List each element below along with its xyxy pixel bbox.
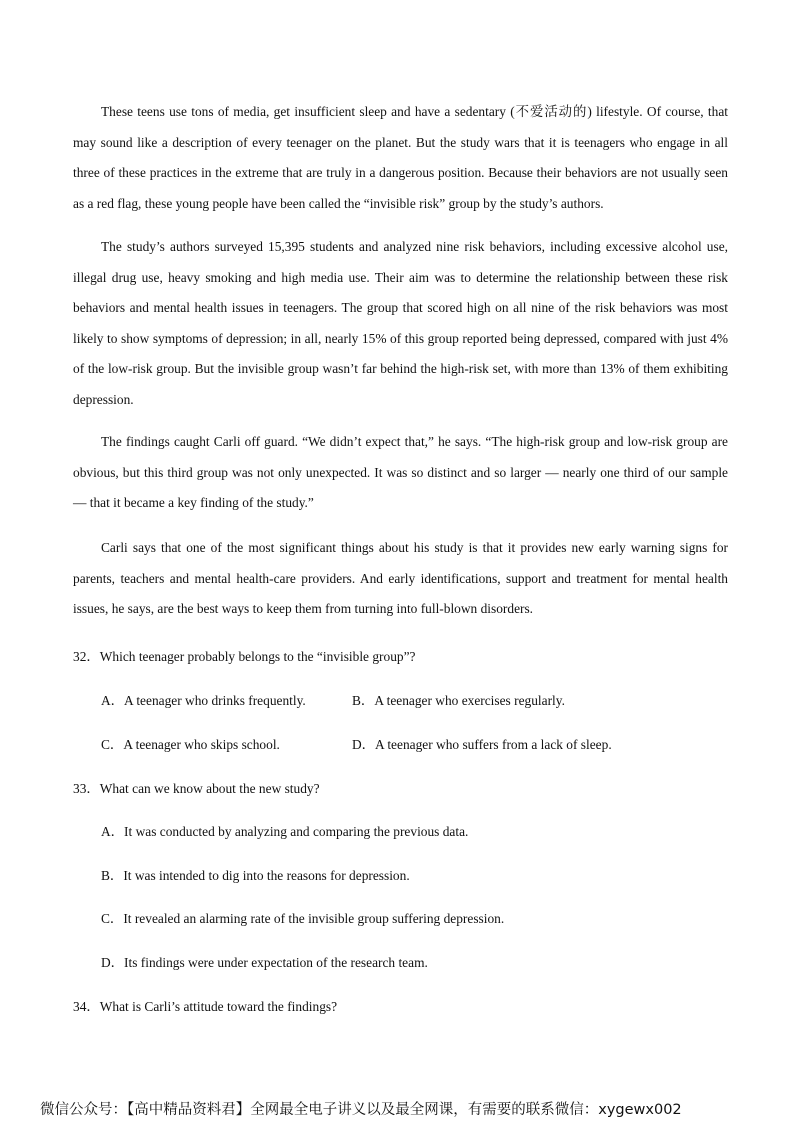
question-33-stem: 33．What can we know about the new study? — [73, 781, 320, 796]
question-34-stem: 34．What is Carli’s attitude toward the findings? — [73, 999, 338, 1014]
passage-paragraph-3: The findings caught Carli off guard. “We didn’t expect that,” he says. “The high-risk group and low-risk group are obvious, but this third group was not only unexpected. It was so distinct and so larger — nearly one third of our sample — that it became a key finding of the study.” — [73, 434, 728, 510]
passage-paragraph-1: These teens use tons of media, get insufficient sleep and have a sedentary (不爱活动的) lifestyle. Of course, that may sound like a description of every teenager on the planet. But the study wars that it is teenagers who engage in all three of these practices in the extreme that are truly in a dangerous position. Because their behaviors are not usually seen as a red flag, these young people have been called the “invisible risk” group by the study’s authors. — [73, 104, 728, 211]
question-32-option-d: D．A teenager who suffers from a lack of sleep. — [352, 737, 612, 752]
question-32-stem: 32．Which teenager probably belongs to the “invisible group”? — [73, 649, 416, 664]
question-32-option-c: C．A teenager who skips school. — [101, 737, 280, 752]
passage-paragraph-2: The study’s authors surveyed 15,395 students and analyzed nine risk behaviors, including excessive alcohol use, illegal drug use, heavy smoking and high media use. Their aim was to determine the relationship between these risk behaviors and mental health issues in teenagers. The group that scored high on all nine of the risk behaviors was most likely to show symptoms of depression; in all, nearly 15% of this group reported being depressed, compared with just 4% of the low-risk group. But the invisible group wasn’t far behind the high-risk set, with more than 13% of them exhibiting depression. — [73, 239, 728, 407]
question-33-option-d: D．Its findings were under expectation of the research team. — [101, 955, 428, 970]
question-33-option-b: B．It was intended to dig into the reasons for depression. — [101, 868, 410, 883]
question-33-option-a: A．It was conducted by analyzing and comparing the previous data. — [101, 824, 469, 839]
question-32-option-b: B．A teenager who exercises regularly. — [352, 693, 565, 708]
question-32-option-a: A．A teenager who drinks frequently. — [101, 693, 306, 708]
question-33-option-c: C．It revealed an alarming rate of the invisible group suffering depression. — [101, 911, 505, 926]
footer-promo-text: 微信公众号：【高中精品资料君】全网最全电子讲义以及最全网课，有需要的联系微信：xygewx002 — [40, 1102, 682, 1118]
passage-paragraph-4: Carli says that one of the most significant things about his study is that it provides new early warning signs for parents, teachers and mental health-care providers. And early identifications, support and treatment for mental health issues, he says, are the best ways to keep them from turning into full-blown disorders. — [73, 540, 728, 616]
